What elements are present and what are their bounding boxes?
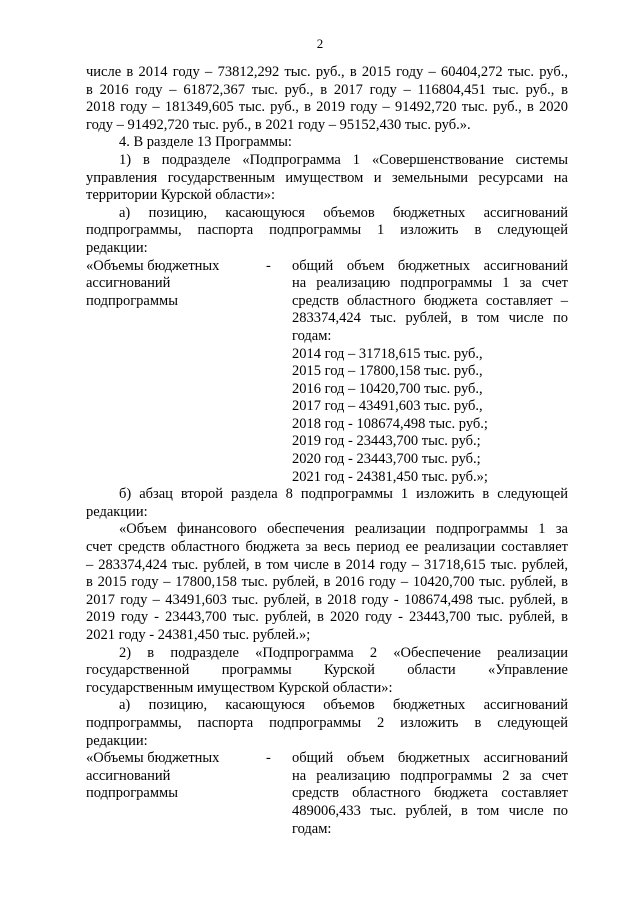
text-line: подпрограммы, паспорта подпрограммы 2 изложить в следующей	[86, 714, 568, 731]
table-dash: -	[266, 750, 271, 767]
text-line: в 2016 году – 61872,367 тыс. руб., в 2017 году – 116804,451 тыс. руб., в	[86, 81, 568, 98]
table-label-column	[86, 258, 266, 487]
section-4-heading: 4. В разделе 13 Программы:	[119, 134, 292, 151]
subsection-1-paragraph	[86, 152, 568, 205]
text-line: а) позицию, касающуюся объемов бюджетных ассигнований	[119, 697, 568, 714]
text-line: году – 91492,720 тыс. руб., в 2021 году – 95152,430 тыс. руб.».	[86, 116, 471, 133]
table-dash: -	[266, 257, 271, 274]
text-line: подпрограммы, паспорта подпрограммы 1 изложить в следующей	[86, 222, 568, 239]
document-body	[86, 64, 568, 838]
text-line: управления государственным имуществом и земельными ресурсами на	[86, 169, 568, 186]
budget-table-2	[86, 750, 568, 838]
item-a-2-paragraph	[86, 697, 568, 750]
table-label-line: подпрограммы	[86, 785, 178, 802]
text-line: числе в 2014 году – 73812,292 тыс. руб., в 2015 году – 60404,272 тыс. руб.,	[86, 64, 568, 80]
year-line: 2018 год - 108674,498 тыс. руб.;	[292, 415, 488, 432]
table-value-line: годам:	[292, 327, 332, 344]
quote-1-paragraph	[86, 521, 568, 644]
table-label-column	[86, 750, 266, 838]
budget-table-1	[86, 258, 568, 487]
table-value-line: 489006,433 тыс. рублей, в том числе по	[292, 802, 568, 819]
table-value-line: годам:	[292, 820, 332, 837]
table-label-line: «Объемы бюджетных	[86, 257, 220, 274]
text-line: территории Курской области»:	[86, 187, 276, 204]
text-line: 1) в подразделе «Подпрограмма 1 «Совершенствование системы	[119, 151, 568, 168]
table-label-line: ассигнований	[86, 275, 171, 292]
text-line: а) позицию, касающуюся объемов бюджетных ассигнований	[119, 204, 568, 221]
text-line: редакции:	[86, 503, 148, 520]
table-value-column	[292, 750, 568, 838]
text-line: 2021 году - 24381,450 тыс. рублей.»;	[86, 627, 311, 643]
item-a-1-paragraph	[86, 205, 568, 258]
year-line: 2014 год – 31718,615 тыс. руб.,	[292, 345, 483, 362]
year-line: 2019 год - 23443,700 тыс. руб.;	[292, 433, 481, 450]
table-value-line: общий объем бюджетных ассигнований	[292, 750, 568, 767]
year-line: 2020 год - 23443,700 тыс. руб.;	[292, 451, 481, 468]
year-line: 2016 год – 10420,700 тыс. руб.,	[292, 380, 483, 397]
text-line: б) абзац второй раздела 8 подпрограммы 1 изложить в следующей	[119, 486, 568, 503]
text-line: 2019 году - 23443,700 тыс. рублей, в 2020 году - 23443,700 тыс. рублей, в	[86, 609, 568, 626]
item-b-1-paragraph	[86, 486, 568, 521]
text-line: редакции:	[86, 732, 148, 749]
text-line: редакции:	[86, 239, 148, 256]
text-line: 2) в подразделе «Подпрограмма 2 «Обеспечение реализации	[119, 644, 568, 661]
table-value-line: на реализацию подпрограммы 2 за счет	[292, 767, 568, 784]
text-line: счет средств областного бюджета за весь период ее реализации составляет	[86, 539, 568, 556]
table-value-line: 283374,424 тыс. рублей, в том числе по	[292, 310, 568, 327]
text-line: в 2015 году – 17800,158 тыс. рублей, в 2016 году – 10420,700 тыс. рублей, в	[86, 574, 568, 591]
table-value-line: общий объем бюджетных ассигнований	[292, 257, 568, 274]
year-line: 2021 год - 24381,450 тыс. руб.»;	[292, 468, 488, 485]
intro-paragraph	[86, 64, 568, 134]
table-value-line: средств областного бюджета составляет	[292, 785, 568, 802]
year-line: 2017 год – 43491,603 тыс. руб.,	[292, 398, 483, 415]
table-label-line: подпрограммы	[86, 292, 178, 309]
table-label-line: ассигнований	[86, 767, 171, 784]
page-number: 2	[316, 36, 324, 51]
text-line: государственным имуществом Курской области»:	[86, 679, 393, 696]
table-value-line: средств областного бюджета составляет –	[292, 292, 568, 309]
subsection-2-paragraph	[86, 645, 568, 698]
table-value-line: на реализацию подпрограммы 1 за счет	[292, 275, 568, 292]
text-line: – 283374,424 тыс. рублей, в том числе в 2014 году – 31718,615 тыс. рублей,	[86, 556, 568, 573]
year-line: 2015 год – 17800,158 тыс. руб.,	[292, 363, 483, 380]
text-line: «Объем финансового обеспечения реализации подпрограммы 1 за	[119, 521, 568, 538]
table-value-column	[292, 258, 568, 487]
text-line: 2018 году – 181349,605 тыс. руб., в 2019 году – 91492,720 тыс. руб., в 2020	[86, 99, 568, 116]
text-line: 2017 году – 43491,603 тыс. рублей, в 2018 году - 108674,498 тыс. рублей, в	[86, 591, 568, 608]
table-label-line: «Объемы бюджетных	[86, 750, 220, 767]
text-line: государственной программы Курской области «Управление	[86, 662, 568, 679]
